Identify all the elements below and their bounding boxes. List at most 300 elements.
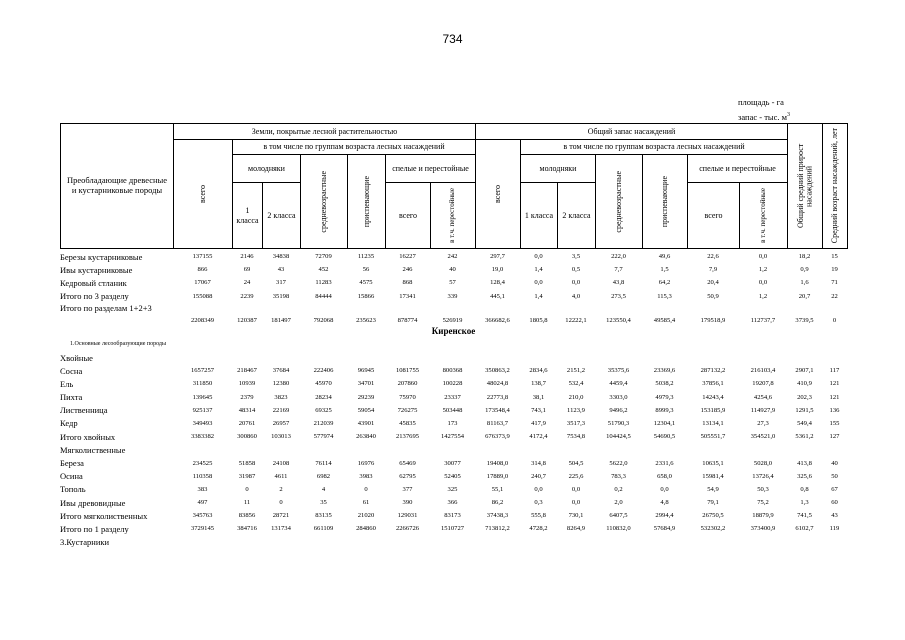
table-cell: 2208349 (190, 316, 215, 324)
table-cell: 207860 (397, 380, 418, 388)
table-cell: 503448 (442, 406, 463, 414)
table-cell: 505551,7 (700, 433, 726, 441)
table-cell: 3517,3 (566, 419, 586, 427)
table-cell: 23369,6 (653, 367, 676, 375)
table-cell: 532302,2 (700, 525, 726, 533)
table-cell: 121 (829, 393, 840, 401)
table-cell: 410,9 (797, 380, 812, 388)
table-cell: 37438,3 (486, 512, 509, 520)
table-cell: 7,7 (614, 266, 623, 274)
table-cell: 1,4 (534, 292, 543, 300)
section-heading-softwood (60, 443, 847, 456)
table-cell: 549,4 (797, 419, 812, 427)
table-cell: 0,0 (534, 279, 543, 287)
table-cell: 2,0 (614, 499, 623, 507)
table-cell: 155088 (192, 292, 213, 300)
table-cell: 730,1 (568, 512, 584, 520)
table-cell: 345763 (192, 512, 213, 520)
table-cell: 79,1 (707, 499, 719, 507)
table-cell: 120387 (237, 316, 257, 324)
table-cell: 1510727 (440, 525, 465, 533)
table-header (60, 123, 848, 249)
table-cell: 4254,6 (753, 393, 773, 401)
table-cell: 50,9 (707, 292, 719, 300)
table-cell: 67 (831, 485, 838, 493)
table-cell: 3739,5 (795, 316, 814, 324)
table-cell: 0,0 (758, 253, 768, 261)
table-cell: 26750,5 (702, 512, 724, 520)
section-note (60, 338, 847, 351)
table-cell: 3983 (359, 472, 373, 480)
header-stock-premature: приспевающие (643, 155, 688, 249)
table-cell: 48314 (238, 406, 256, 414)
header-mature-total: всего (386, 183, 431, 249)
table-cell: 18,2 (798, 253, 811, 261)
table-row (60, 263, 847, 276)
table-cell: 110832,0 (606, 525, 631, 533)
table-cell: 50 (831, 472, 838, 480)
row-label: Березы кустарниковые (60, 251, 143, 262)
table-cell: 218467 (237, 367, 257, 375)
table-cell: 181497 (271, 316, 291, 324)
table-cell: 20761 (238, 419, 256, 427)
table-cell: 0,3 (534, 499, 543, 507)
table-cell: 13726,4 (752, 472, 774, 480)
table-cell: 2379 (240, 393, 254, 401)
header-land-group: Земли, покрытые лесной растительностью (174, 124, 476, 140)
table-cell: 2994,4 (655, 512, 674, 520)
row-label: Кедр (60, 418, 78, 429)
table-cell: 6407,5 (609, 512, 628, 520)
header-stock-total: всего (476, 140, 521, 249)
table-cell: 4979,3 (655, 393, 674, 401)
table-cell: 75970 (399, 393, 416, 401)
table-cell: 31987 (238, 472, 256, 480)
table-cell: 6982 (316, 472, 331, 480)
table-row (60, 404, 847, 417)
table-cell: 155 (829, 419, 840, 427)
table-cell: 532,4 (568, 380, 584, 388)
table-cell: 0 (245, 485, 249, 493)
table-cell: 129031 (397, 512, 418, 520)
table-cell: 38,1 (532, 393, 545, 401)
table-cell: 2151,2 (566, 367, 586, 375)
row-label: Лиственница (60, 405, 108, 416)
table-cell: 119 (829, 525, 840, 533)
table-cell: 27,3 (757, 419, 769, 427)
table-cell: 69 (243, 266, 251, 274)
table-cell: 115,3 (657, 292, 672, 300)
table-cell: 0,8 (800, 485, 809, 493)
table-cell: 878774 (397, 316, 418, 324)
header-class1: 1 класса (233, 183, 263, 249)
table-cell: 445,1 (490, 292, 505, 300)
table-cell: 12380 (272, 380, 290, 388)
header-incl-overmature: в т.ч. перестойные (431, 183, 476, 249)
unit-area: площадь - га (738, 97, 784, 107)
table-cell: 6102,7 (795, 525, 814, 533)
table-cell: 17889,0 (486, 472, 509, 480)
table-cell: 0,0 (571, 279, 581, 287)
header-avg-age: Средний возраст насаждений, лет (823, 124, 848, 249)
table-cell: 222,0 (611, 253, 626, 261)
table-cell: 1,2 (758, 266, 768, 274)
table-cell: 263840 (356, 433, 376, 441)
table-cell: 65469 (399, 459, 416, 467)
table-cell: 114927,9 (750, 406, 776, 414)
table-cell: 390 (402, 499, 413, 507)
table-cell: 56 (362, 266, 370, 274)
table-cell: 1,4 (534, 266, 543, 274)
table-cell: 1,6 (800, 279, 809, 287)
table-cell: 29239 (357, 393, 375, 401)
table-cell: 3303,0 (609, 393, 628, 401)
table-cell: 10635,1 (702, 459, 724, 467)
table-cell: 22169 (272, 406, 290, 414)
table-cell: 4575 (359, 279, 373, 287)
table-cell: 64,2 (658, 279, 671, 287)
table-row (60, 483, 847, 496)
table-cell: 5028,0 (753, 459, 773, 467)
row-label: Сосна (60, 365, 83, 376)
table-cell: 20,4 (707, 279, 719, 287)
table-cell: 81163,7 (486, 419, 509, 427)
table-cell: 1,5 (660, 266, 669, 274)
table-cell: 16227 (399, 253, 416, 261)
table-row (60, 250, 847, 263)
table-cell: 212039 (313, 419, 334, 427)
header-species: Преобладающие древесные и кустарниковые породы (61, 124, 174, 249)
row-label: Итого по разделам 1+2+3 (60, 302, 152, 313)
table-row (60, 470, 847, 483)
table-cell: 138,7 (531, 380, 546, 388)
table-cell: 15981,4 (702, 472, 724, 480)
table-cell: 104424,5 (606, 433, 631, 441)
table-cell: 8999,3 (655, 406, 674, 414)
table-cell: 240,7 (531, 472, 546, 480)
table-cell: 452 (318, 266, 329, 274)
table-cell: 325,6 (797, 472, 812, 480)
table-cell: 2239 (240, 292, 254, 300)
table-cell: 4,0 (571, 292, 581, 300)
table-cell: 366 (447, 499, 458, 507)
table-cell: 4172,4 (529, 433, 548, 441)
table-row (60, 303, 847, 324)
table-cell: 0,0 (758, 279, 768, 287)
table-cell: 2146 (240, 253, 254, 261)
header-stock-young: молодняки (521, 155, 596, 183)
table-cell: 72709 (315, 253, 332, 261)
table-cell: 0,0 (571, 499, 581, 507)
page-number: 734 (442, 32, 463, 46)
table-cell: 1,2 (758, 292, 768, 300)
table-cell: 22773,8 (486, 393, 509, 401)
table-cell: 7,9 (708, 266, 718, 274)
table-cell: 0,0 (534, 253, 543, 261)
table-cell: 48024,8 (486, 380, 509, 388)
table-cell: 54690,5 (653, 433, 676, 441)
table-cell: 366682,6 (485, 316, 510, 324)
table-cell: 5361,2 (795, 433, 814, 441)
table-cell: 137155 (192, 253, 213, 261)
table-cell: 1081755 (395, 367, 420, 375)
row-label: Ивы древовидные (60, 497, 126, 508)
table-cell: 28721 (272, 512, 290, 520)
table-cell: 49585,4 (653, 316, 676, 324)
table-cell: 22,6 (707, 253, 719, 261)
table-cell: 69325 (315, 406, 332, 414)
table-cell: 24 (243, 279, 251, 287)
header-stock-group: Общий запас насаждений (476, 124, 788, 140)
table-cell: 71 (831, 279, 838, 287)
table-cell: 246 (402, 266, 413, 274)
table-cell: 96945 (357, 367, 375, 375)
table-cell: 35375,6 (607, 367, 630, 375)
header-land-by-age: в том числе по группам возраста лесных насаждений (233, 140, 476, 155)
table-cell: 5038,2 (655, 380, 674, 388)
table-cell: 86,2 (491, 499, 504, 507)
table-cell: 3383382 (190, 433, 215, 441)
table-cell: 45970 (315, 380, 332, 388)
table-cell: 1805,8 (529, 316, 548, 324)
table-cell: 49,6 (658, 253, 671, 261)
unit-stock-text: запас - тыс. м (738, 112, 788, 122)
table-cell: 383 (197, 485, 208, 493)
table-cell: 2 (279, 485, 283, 493)
table-cell: 35198 (272, 292, 290, 300)
table-cell: 2266726 (395, 525, 420, 533)
table-cell: 59054 (357, 406, 375, 414)
table-cell: 30077 (444, 459, 461, 467)
table-cell: 9496,2 (609, 406, 628, 414)
table-cell: 19,0 (491, 266, 504, 274)
table-cell: 792068 (313, 316, 334, 324)
table-row (60, 496, 847, 509)
table-row (60, 509, 847, 522)
table-cell: 84444 (315, 292, 332, 300)
header-avg-growth: Общий средний прирост насаждений (788, 124, 823, 249)
table-cell: 658,0 (657, 472, 672, 480)
header-mature-over: спелые и перестойные (386, 155, 476, 183)
row-label: Береза (60, 458, 84, 469)
table-cell: 51790,3 (607, 419, 630, 427)
table-cell: 325 (447, 485, 458, 493)
table-cell: 339 (447, 292, 458, 300)
table-cell: 40 (831, 459, 838, 467)
table-cell: 0,5 (571, 266, 581, 274)
header-premature: приспевающие (348, 155, 386, 249)
section-heading-shrubs (60, 536, 847, 549)
table-cell: 15 (831, 253, 838, 261)
row-label: Пихта (60, 392, 83, 403)
table-cell: 103013 (271, 433, 291, 441)
table-cell: 0,0 (534, 485, 543, 493)
table-cell: 577974 (313, 433, 334, 441)
table-cell: 11283 (315, 279, 332, 287)
table-cell: 373400,9 (750, 525, 776, 533)
table-cell: 83173 (444, 512, 461, 520)
table-cell: 3,5 (571, 253, 581, 261)
table-cell: 43901 (357, 419, 375, 427)
table-cell: 34838 (272, 253, 290, 261)
table-cell: 210,0 (568, 393, 584, 401)
table-cell: 40 (449, 266, 456, 274)
table-cell: 661109 (313, 525, 334, 533)
table-cell: 22 (831, 292, 838, 300)
header-stock-mature-over: спелые и перестойные (688, 155, 788, 183)
table-cell: 713812,2 (485, 525, 510, 533)
table-cell: 19 (831, 266, 838, 274)
table-cell: 43 (831, 512, 838, 520)
table-cell: 0,9 (800, 266, 809, 274)
table-cell: 377 (402, 485, 413, 493)
row-label: Тополь (60, 484, 86, 495)
table-cell: 43,8 (612, 279, 625, 287)
table-cell: 11235 (357, 253, 375, 261)
table-cell: 0,0 (660, 485, 669, 493)
table-cell: 242 (447, 253, 458, 261)
table-row (60, 377, 847, 390)
table-cell: 2907,1 (795, 367, 814, 375)
table-cell: 0,2 (614, 485, 623, 493)
table-row (60, 456, 847, 469)
table-cell: 110358 (192, 472, 213, 480)
table-body (60, 250, 847, 549)
table-cell: 866 (197, 266, 208, 274)
table-cell: 16976 (357, 459, 375, 467)
table-cell: 800368 (442, 367, 463, 375)
table-cell: 1291,5 (795, 406, 814, 414)
table-cell: 45835 (399, 419, 416, 427)
section-heading-softwood-text: Мягколиственные (60, 444, 126, 455)
table-cell: 317 (276, 279, 286, 287)
row-label: Итого мягколиственных (60, 510, 148, 521)
table-cell: 216103,4 (750, 367, 776, 375)
header-class2: 2 класса (263, 183, 301, 249)
row-label: Итого по 1 разделу (60, 523, 129, 534)
table-cell: 117 (829, 367, 840, 375)
table-cell: 60 (831, 499, 838, 507)
table-cell: 2331,6 (655, 459, 674, 467)
table-cell: 234525 (192, 459, 213, 467)
row-label: Итого по 3 разделу (60, 291, 129, 302)
table-row (60, 430, 847, 443)
table-cell: 7534,8 (566, 433, 586, 441)
table-cell: 43 (277, 266, 285, 274)
table-cell: 55,1 (491, 485, 504, 493)
table-cell: 14243,4 (702, 393, 724, 401)
table-cell: 153185,9 (700, 406, 726, 414)
unit-stock-sup: 3 (787, 112, 791, 119)
header-stock-incl-overmature: в т.ч. перестойные (740, 183, 788, 249)
table-cell: 526919 (442, 316, 463, 324)
row-label: Итого хвойных (60, 431, 116, 442)
table-cell: 57 (449, 279, 456, 287)
table-cell: 300860 (237, 433, 257, 441)
table-cell: 12304,1 (653, 419, 676, 427)
row-label: Ель (60, 378, 74, 389)
data-table (60, 250, 847, 549)
table-cell: 3823 (274, 393, 288, 401)
table-cell: 202,3 (797, 393, 812, 401)
table-cell: 8264,9 (566, 525, 586, 533)
section-heading-conifers (60, 351, 847, 364)
unit-stock (738, 112, 790, 122)
table-cell: 676373,9 (485, 433, 510, 441)
table-cell: 417,9 (531, 419, 546, 427)
table-cell: 5622,0 (609, 459, 628, 467)
table-cell: 2137695 (395, 433, 420, 441)
table-cell: 34701 (357, 380, 375, 388)
table-cell: 0 (279, 499, 283, 507)
table-cell: 17341 (399, 292, 416, 300)
table-cell: 123550,4 (606, 316, 631, 324)
table-cell: 23337 (444, 393, 461, 401)
table-cell: 24108 (272, 459, 290, 467)
table-cell: 1657257 (190, 367, 215, 375)
table-cell: 83135 (315, 512, 332, 520)
section-heading-shrubs-text: 3.Кустарники (60, 537, 110, 548)
table-cell: 925137 (192, 406, 213, 414)
table-cell: 19408,0 (486, 459, 509, 467)
table-cell: 18879,9 (752, 512, 774, 520)
table-cell: 349493 (192, 419, 213, 427)
table-cell: 726275 (397, 406, 418, 414)
region-heading: Киренское (431, 325, 476, 336)
table-row (60, 417, 847, 430)
table-cell: 139645 (192, 393, 213, 401)
table-row (60, 290, 847, 303)
region-heading-row (60, 324, 847, 338)
table-cell: 4611 (274, 472, 288, 480)
table-cell: 173548,4 (485, 406, 510, 414)
table-cell: 54,9 (707, 485, 719, 493)
table-cell: 235623 (356, 316, 376, 324)
table-cell: 1427554 (440, 433, 465, 441)
table-cell: 0,0 (571, 485, 581, 493)
table-cell: 37684 (272, 367, 290, 375)
table-cell: 15866 (357, 292, 375, 300)
table-cell: 13134,1 (702, 419, 724, 427)
table-cell: 10939 (238, 380, 256, 388)
table-cell: 136 (829, 406, 840, 414)
table-cell: 61 (362, 499, 370, 507)
table-cell: 12222,1 (565, 316, 587, 324)
table-row (60, 391, 847, 404)
table-cell: 19207,8 (752, 380, 774, 388)
table-cell: 11 (243, 499, 251, 507)
table-cell: 57684,9 (653, 525, 676, 533)
table-cell: 222406 (313, 367, 334, 375)
table-cell: 83856 (238, 512, 256, 520)
table-cell: 4,8 (660, 499, 669, 507)
table-cell: 76114 (315, 459, 332, 467)
table-cell: 1123,9 (567, 406, 585, 414)
table-cell: 868 (402, 279, 413, 287)
table-cell: 311850 (192, 380, 213, 388)
table-cell: 179518,9 (700, 316, 726, 324)
header-land-total: всего (174, 140, 233, 249)
header-middle: средневозрастные (301, 155, 348, 249)
row-label: Кедровый стланик (60, 277, 127, 288)
table-cell: 497 (197, 499, 208, 507)
table-cell: 555,8 (531, 512, 546, 520)
table-cell: 37856,1 (702, 380, 724, 388)
table-row (60, 364, 847, 377)
table-cell: 1,3 (800, 499, 809, 507)
table-row (60, 522, 847, 535)
table-cell: 173 (447, 419, 458, 427)
